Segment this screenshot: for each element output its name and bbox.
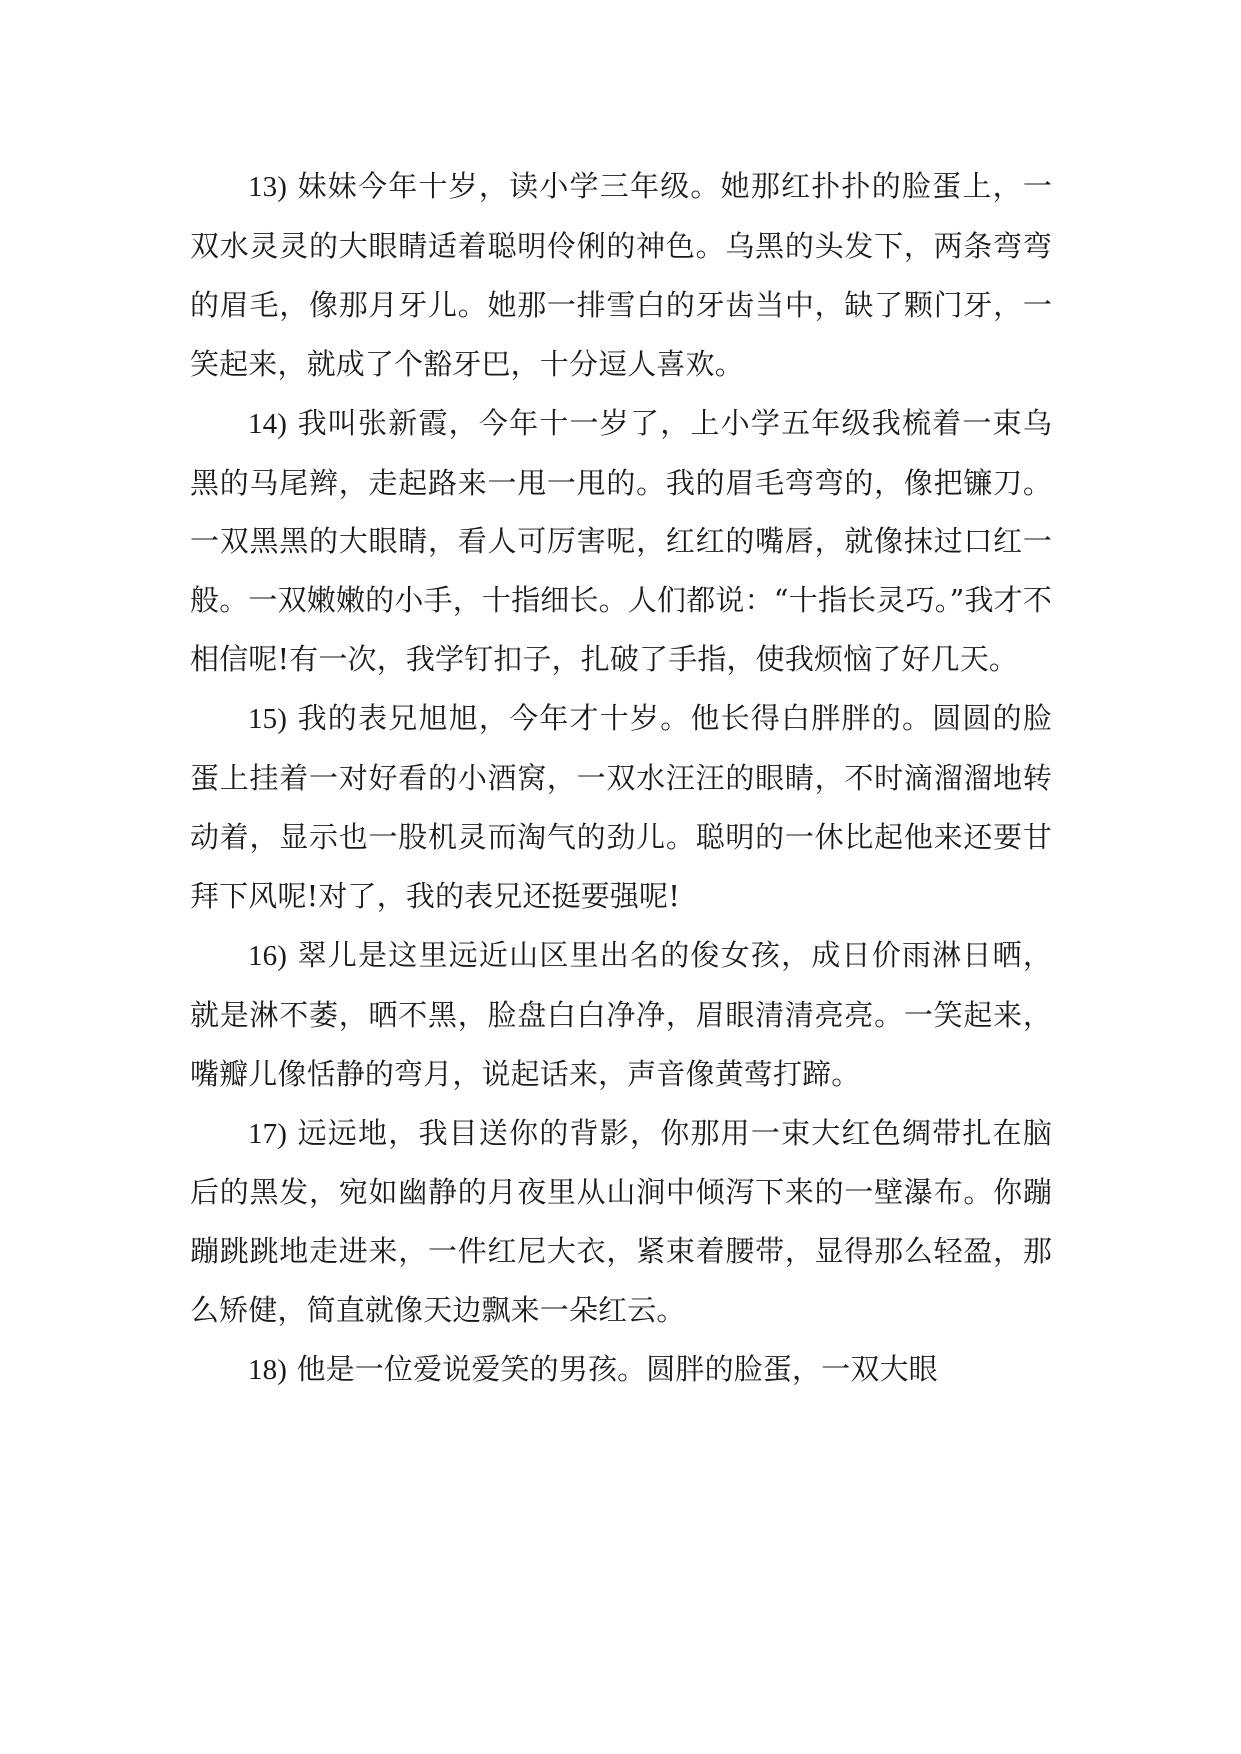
paragraph-18 <box>190 1340 1052 1400</box>
document-page <box>190 157 1052 1400</box>
paragraph-number: 17) <box>248 1117 288 1150</box>
paragraph-number: 15) <box>248 703 288 736</box>
paragraph-15 <box>190 689 1052 926</box>
paragraph-text: 翠儿是这里远近山区里出名的俊女孩，成日价雨淋日晒，就是淋不萎，晒不黑，脸盘白白净净，眉眼清清亮亮。一笑起来，嘴瓣儿像恬静的弯月，说起话来，声音像黄莺打蹄。 <box>190 937 1052 1091</box>
paragraph-number: 16) <box>248 939 288 972</box>
paragraph-14 <box>190 394 1052 690</box>
paragraph-13 <box>190 157 1052 394</box>
paragraph-17 <box>190 1104 1052 1341</box>
paragraph-text: 我的表兄旭旭，今年才十岁。他长得白胖胖的。圆圆的脸蛋上挂着一对好看的小酒窝，一双水汪汪的眼睛，不时滴溜溜地转动着，显示也一股机灵而淘气的劲儿。聪明的一休比起他来还要甘拜下风呢!对了，我的表兄还挺要强呢! <box>190 701 1052 913</box>
paragraph-text: 我叫张新霞，今年十一岁了，上小学五年级我梳着一束乌黑的马尾辫，走起路来一甩一甩的。我的眉毛弯弯的，像把镰刀。一双黑黑的大眼睛，看人可厉害呢，红红的嘴唇，就像抹过口红一般。一双嫩嫩的小手，十指细长。人们都说：“十指长灵巧。”我才不相信呢!有一次，我学钉扣子，扎破了手指，使我烦恼了好几天。 <box>190 405 1052 677</box>
paragraph-text: 远远地，我目送你的背影，你那用一束大红色绸带扎在脑后的黑发，宛如幽静的月夜里从山涧中倾泻下来的一壁瀑布。你蹦蹦跳跳地走进来，一件红尼大衣，紧束着腰带，显得那么轻盈，那么矫健，简直就像天边飘来一朵红云。 <box>190 1115 1052 1328</box>
paragraph-number: 13) <box>248 171 288 203</box>
paragraph-number: 14) <box>248 407 288 440</box>
paragraph-text: 他是一位爱说爱笑的男孩。圆胖的脸蛋，一双大眼 <box>296 1352 938 1387</box>
paragraph-text: 妹妹今年十岁，读小学三年级。她那红扑扑的脸蛋上，一双水灵灵的大眼睛适着聪明伶俐的神色。乌黑的头发下，两条弯弯的眉毛，像那月牙儿。她那一排雪白的牙齿当中，缺了颗门牙，一笑起来，就成了个豁牙巴，十分逗人喜欢。 <box>190 169 1052 381</box>
paragraph-16 <box>190 926 1052 1104</box>
paragraph-number: 18) <box>248 1354 288 1387</box>
